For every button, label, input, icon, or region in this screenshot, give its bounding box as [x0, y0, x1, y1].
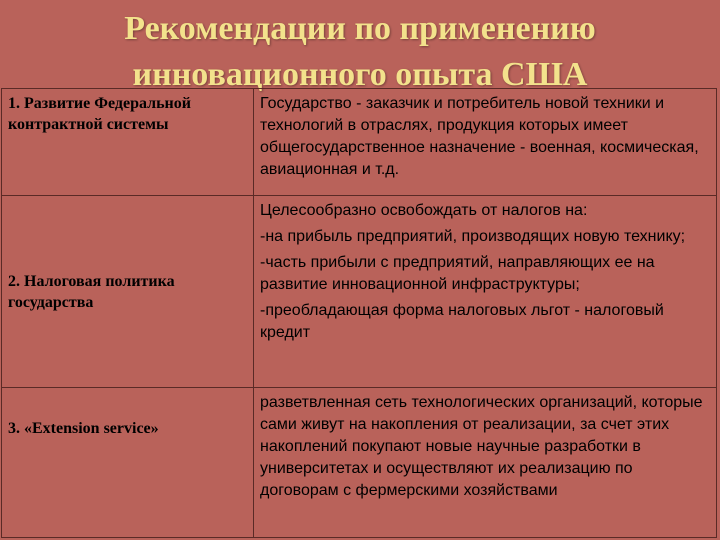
row-description-text: -часть прибыли с предприятий, направляющих ее на развитие инновационной инфраструктуры; [260, 254, 655, 293]
table-row [2, 89, 717, 196]
table-row [2, 196, 717, 388]
slide-title-line-1: Рекомендации по применению [124, 10, 596, 47]
row-label-cell [2, 89, 254, 196]
slide-title-line-2: инновационного опыта США [132, 56, 588, 93]
row-label-cell [2, 388, 254, 538]
row-description-text: -на прибыль предприятий, производящих новую технику; [260, 228, 686, 245]
row-description-text: разветвленная сеть технологических организаций, которые сами живут на накопления от реализации, за счет этих накоплений покупают новые научные разработки в университетах и осуществляют их реализацию по договорам с фермерскими хозяйствами [260, 394, 703, 499]
row-label-cell [2, 196, 254, 388]
row-label: 3. «Extension service» [8, 420, 159, 437]
row-description-text: Целесообразно освобождать от налогов на: [260, 202, 588, 219]
recommendations-table [1, 88, 717, 538]
row-description-cell [254, 89, 717, 196]
slide-title [0, 6, 720, 98]
row-description-text: -преобладающая форма налоговых льгот - налоговый кредит [260, 302, 664, 341]
table-row [2, 388, 717, 538]
row-description-cell [254, 388, 717, 538]
row-label: 2. Налоговая политика государства [8, 272, 175, 311]
row-description-text: Государство - заказчик и потребитель новой техники и технологий в отраслях, продукция которых имеет общегосударственное назначение - военная, космическая, авиационная и т.д. [260, 95, 699, 178]
row-description-cell [254, 196, 717, 388]
row-label: 1. Развитие Федеральной контрактной системы [8, 95, 191, 133]
